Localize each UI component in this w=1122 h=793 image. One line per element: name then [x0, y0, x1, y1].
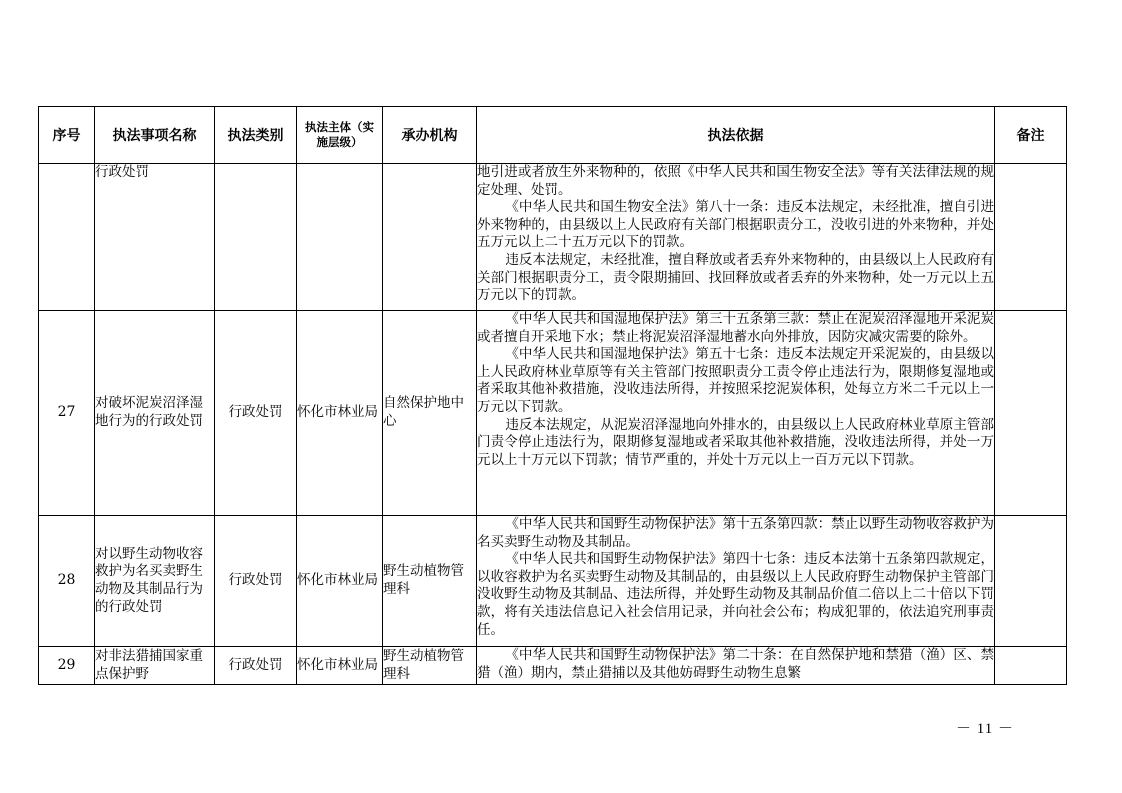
row-remark: [995, 647, 1067, 685]
header-subject-text: 执法主体（实施层级）: [305, 120, 374, 149]
row-subject: 怀化市林业局: [297, 647, 383, 685]
table-row: [39, 164, 1067, 311]
header-category: 执法类别: [215, 107, 297, 164]
header-seq: 序号: [39, 107, 95, 164]
basis-paragraph: 《中华人民共和国野生动物保护法》第二十条：在自然保护地和禁猎（渔）区、禁猎（渔）期内，禁止猎捕以及其他妨碍野生动物生息繁: [477, 647, 994, 681]
row-basis: [477, 647, 995, 685]
basis-paragraph: 《中华人民共和国野生动物保护法》第四十七条：违反本法第十五条第四款规定，以收容救护为名买卖野生动物及其制品的，由县级以上人民政府野生动物保护主管部门没收野生动物及其制品、违法所得，并处野生动物及其制品价值二倍以上二十倍以下罚款，将有关违法信息记入社会信用记录，并向社会公布；构成犯罪的，依法追究刑事责任。: [477, 551, 994, 638]
row-name: 对以野生动物收容救护为名买卖野生动物及其制品行为的行政处罚: [95, 516, 215, 647]
row-seq: [39, 164, 95, 311]
header-organ: 承办机构: [383, 107, 477, 164]
header-basis: 执法依据: [477, 107, 995, 164]
row-organ: 野生动植物管理科: [383, 516, 477, 647]
basis-paragraph: 《中华人民共和国生物安全法》第八十一条：违反本法规定，未经批准，擅自引进外来物种的，由县级以上人民政府有关部门根据职责分工，没收引进的外来物种，并处五万元以上二十五万元以下的罚款。: [477, 199, 994, 251]
row-seq: 27: [39, 311, 95, 516]
row-name: 行政处罚: [95, 164, 215, 311]
basis-paragraph: 地引进或者放生外来物种的，依照《中华人民共和国生物安全法》等有关法律法规的规定处理、处罚。: [477, 164, 994, 198]
basis-paragraph: 《中华人民共和国湿地保护法》第三十五条第三款：禁止在泥炭沼泽湿地开采泥炭或者擅自开采地下水；禁止将泥炭沼泽湿地蓄水向外排放，因防灾减灾需要的除外。: [477, 311, 994, 345]
enforcement-table: [38, 106, 1067, 685]
row-remark: [995, 311, 1067, 516]
header-subject: [297, 107, 383, 164]
row-remark: [995, 516, 1067, 647]
row-subject: [297, 164, 383, 311]
row-subject: 怀化市林业局: [297, 311, 383, 516]
header-remark: 备注: [995, 107, 1067, 164]
row-category: [215, 164, 297, 311]
row-category: 行政处罚: [215, 516, 297, 647]
table-header-row: [39, 107, 1067, 164]
basis-paragraph: 《中华人民共和国湿地保护法》第五十七条：违反本法规定开采泥炭的，由县级以上人民政府林业草原等有关主管部门按照职责分工责令停止违法行为，限期修复湿地或者采取其他补救措施，没收违法所得，并按照采挖泥炭体积，处每立方米二千元以上一万元以下罚款。: [477, 346, 994, 415]
row-category: 行政处罚: [215, 647, 297, 685]
row-name: 对非法猎捕国家重点保护野: [95, 647, 215, 685]
row-organ: [383, 164, 477, 311]
row-subject: 怀化市林业局: [297, 516, 383, 647]
header-name: 执法事项名称: [95, 107, 215, 164]
basis-paragraph: 违反本法规定，未经批准，擅自释放或者丢弃外来物种的，由县级以上人民政府有关部门根据职责分工，责令限期捕回、找回释放或者丢弃的外来物种，处一万元以上五万元以下的罚款。: [477, 251, 994, 304]
row-seq: 28: [39, 516, 95, 647]
page-number: － 11 －: [956, 721, 1014, 737]
row-remark: [995, 164, 1067, 311]
table-row: [39, 647, 1067, 685]
basis-paragraph: 《中华人民共和国野生动物保护法》第十五条第四款：禁止以野生动物收容救护为名买卖野生动物及其制品。: [477, 516, 994, 550]
row-category: 行政处罚: [215, 311, 297, 516]
table-row: [39, 516, 1067, 647]
row-basis: [477, 311, 995, 516]
row-basis: [477, 516, 995, 647]
row-organ: 自然保护地中心: [383, 311, 477, 516]
table-row: [39, 311, 1067, 516]
row-organ: 野生动植物管理科: [383, 647, 477, 685]
row-seq: 29: [39, 647, 95, 685]
basis-paragraph: 违反本法规定，从泥炭沼泽湿地向外排水的，由县级以上人民政府林业草原主管部门责令停止违法行为，限期修复湿地或者采取其他补救措施，没收违法所得，并处一万元以上十万元以下罚款；情节严重的，并处十万元以上一百万元以下罚款。: [477, 416, 994, 468]
row-name: 对破坏泥炭沼泽湿地行为的行政处罚: [95, 311, 215, 516]
row-basis: [477, 164, 995, 311]
